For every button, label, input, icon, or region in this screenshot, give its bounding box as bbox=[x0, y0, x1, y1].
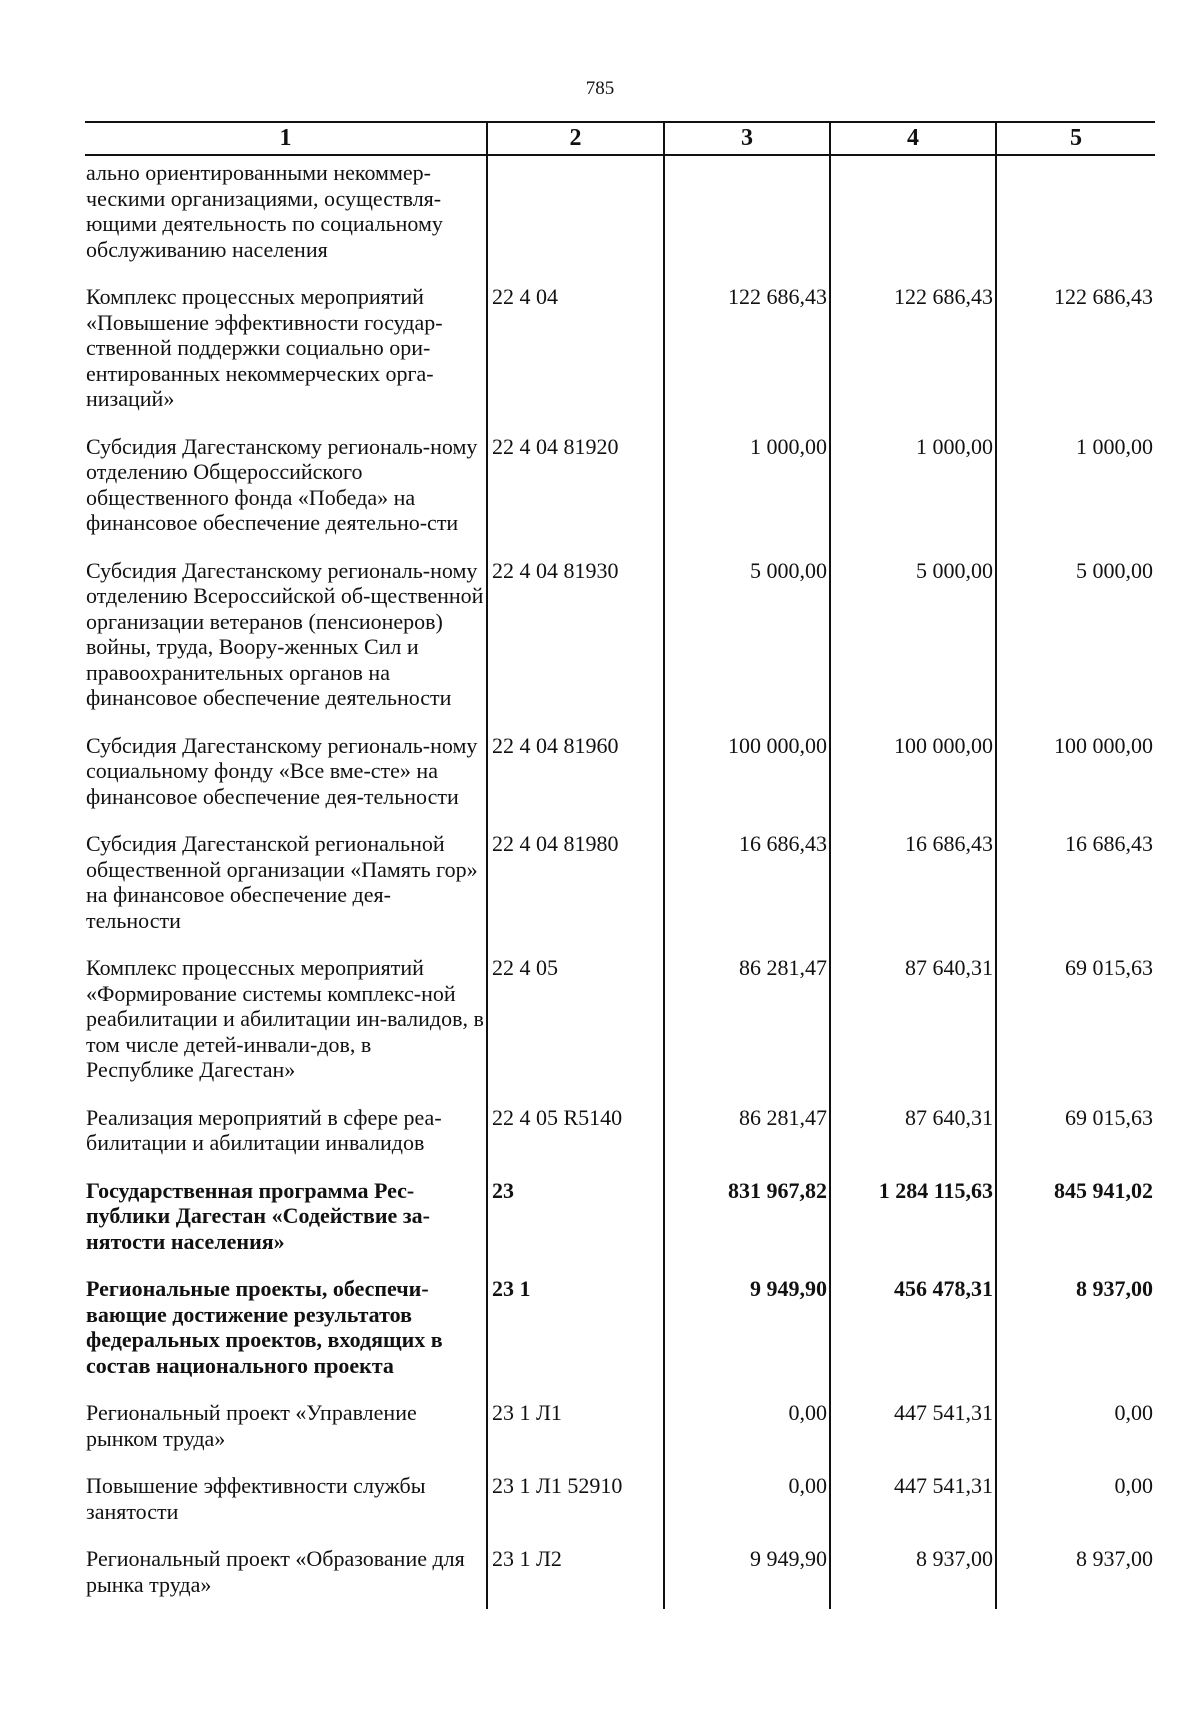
table-row bbox=[85, 155, 1155, 284]
row-value-col5: 69 015,63 bbox=[996, 1105, 1155, 1178]
row-value-col5: 100 000,00 bbox=[996, 733, 1155, 832]
row-name-cell: Комплекс процессных мероприятий «Повышение эффективности государ-ственной поддержки социально ори-ентированных некоммерческих орга-низаций» bbox=[86, 284, 443, 411]
row-value-col4: 5 000,00 bbox=[830, 558, 996, 733]
table-row bbox=[85, 558, 1155, 733]
table-row bbox=[85, 1473, 1155, 1546]
row-name-cell: Субсидия Дагестанскому региональ-ному отделению Общероссийского общественного фонда «Победа» на финансовое обеспечение деятельно-сти bbox=[86, 433, 478, 535]
row-value-col5: 845 941,02 bbox=[996, 1178, 1155, 1277]
table-row bbox=[85, 831, 1155, 955]
row-value-col3: 5 000,00 bbox=[664, 558, 830, 733]
row-value-col4: 1 284 115,63 bbox=[830, 1178, 996, 1277]
table-row bbox=[85, 1105, 1155, 1178]
row-code-cell: 22 4 05 R5140 bbox=[487, 1105, 664, 1178]
table-body bbox=[85, 155, 1155, 1609]
table-row bbox=[85, 955, 1155, 1105]
row-value-col3: 9 949,90 bbox=[664, 1276, 830, 1400]
row-name-cell: Субсидия Дагестанскому региональ-ному социальному фонду «Все вме-сте» на финансовое обеспечение дея-тельности bbox=[86, 732, 478, 809]
row-value-col5 bbox=[996, 155, 1155, 284]
row-value-col3: 0,00 bbox=[664, 1400, 830, 1473]
row-name-cell: Реализация мероприятий в сфере реа-билитации и абилитации инвалидов bbox=[86, 1104, 442, 1155]
row-value-col3: 86 281,47 bbox=[664, 1105, 830, 1178]
row-value-col4: 100 000,00 bbox=[830, 733, 996, 832]
budget-table bbox=[85, 121, 1155, 1609]
column-header-2: 2 bbox=[487, 122, 664, 155]
row-code-cell: 23 bbox=[487, 1178, 664, 1277]
row-value-col5: 69 015,63 bbox=[996, 955, 1155, 1105]
table-row bbox=[85, 1276, 1155, 1400]
row-value-col3: 9 949,90 bbox=[664, 1546, 830, 1609]
row-value-col5: 1 000,00 bbox=[996, 434, 1155, 558]
row-value-col3: 1 000,00 bbox=[664, 434, 830, 558]
row-code-cell: 22 4 05 bbox=[487, 955, 664, 1105]
column-header-5: 5 bbox=[996, 122, 1155, 155]
column-header-4: 4 bbox=[830, 122, 996, 155]
row-value-col4: 447 541,31 bbox=[830, 1473, 996, 1546]
row-code-cell: 22 4 04 81980 bbox=[487, 831, 664, 955]
column-header-3: 3 bbox=[664, 122, 830, 155]
row-code-cell: 22 4 04 bbox=[487, 284, 664, 434]
row-value-col5: 0,00 bbox=[996, 1400, 1155, 1473]
row-code-cell bbox=[487, 155, 664, 284]
row-value-col3: 16 686,43 bbox=[664, 831, 830, 955]
table-row bbox=[85, 434, 1155, 558]
row-value-col4: 87 640,31 bbox=[830, 1105, 996, 1178]
row-value-col5: 122 686,43 bbox=[996, 284, 1155, 434]
row-code-cell: 22 4 04 81920 bbox=[487, 434, 664, 558]
row-value-col3: 831 967,82 bbox=[664, 1178, 830, 1277]
row-value-col4: 87 640,31 bbox=[830, 955, 996, 1105]
row-value-col5: 16 686,43 bbox=[996, 831, 1155, 955]
row-name-cell: ально ориентированными некоммер-ческими организациями, осуществля-ющими деятельность по социальному обслуживанию населения bbox=[86, 160, 443, 262]
row-name-cell: Региональный проект «Управление рынком труда» bbox=[86, 1400, 417, 1451]
row-value-col4: 8 937,00 bbox=[830, 1546, 996, 1609]
row-value-col5: 0,00 bbox=[996, 1473, 1155, 1546]
row-value-col4: 122 686,43 bbox=[830, 284, 996, 434]
row-name-cell: Государственная программа Рес-публики Дагестан «Содействие за-нятости населения» bbox=[86, 1177, 430, 1254]
row-value-col3 bbox=[664, 155, 830, 284]
row-name-cell: Региональные проекты, обеспечи-вающие достижение результатов федеральных проектов, входящих в состав национального проекта bbox=[86, 1276, 443, 1378]
table-row bbox=[85, 1178, 1155, 1277]
row-value-col4: 447 541,31 bbox=[830, 1400, 996, 1473]
table-row bbox=[85, 1546, 1155, 1609]
row-value-col3: 100 000,00 bbox=[664, 733, 830, 832]
table-row bbox=[85, 284, 1155, 434]
row-code-cell: 23 1 bbox=[487, 1276, 664, 1400]
row-code-cell: 22 4 04 81960 bbox=[487, 733, 664, 832]
row-value-col4: 1 000,00 bbox=[830, 434, 996, 558]
table-header bbox=[85, 122, 1155, 155]
row-value-col3: 86 281,47 bbox=[664, 955, 830, 1105]
row-value-col4 bbox=[830, 155, 996, 284]
row-name-cell: Региональный проект «Образование для рынка труда» bbox=[86, 1546, 465, 1597]
page-number: 785 bbox=[585, 78, 615, 99]
table-row bbox=[85, 733, 1155, 832]
row-code-cell: 22 4 04 81930 bbox=[487, 558, 664, 733]
row-value-col5: 5 000,00 bbox=[996, 558, 1155, 733]
row-name-cell: Субсидия Дагестанскому региональ-ному отделению Всероссийской об-щественной организации ветеранов (пенсионеров) войны, труда, Воору-женных Сил и правоохранительных органов на финансовое обеспечение деятельности bbox=[86, 557, 484, 710]
row-name-cell: Комплекс процессных мероприятий «Формирование системы комплекс-ной реабилитации и абилитации ин-валидов, в том числе детей-инвали-дов, в Республике Дагестан» bbox=[86, 955, 484, 1082]
row-code-cell: 23 1 Л2 bbox=[487, 1546, 664, 1609]
column-header-1: 1 bbox=[85, 122, 487, 155]
row-value-col5: 8 937,00 bbox=[996, 1546, 1155, 1609]
row-value-col3: 0,00 bbox=[664, 1473, 830, 1546]
row-name-cell: Повышение эффективности службы занятости bbox=[86, 1473, 426, 1524]
row-value-col5: 8 937,00 bbox=[996, 1276, 1155, 1400]
row-code-cell: 23 1 Л1 52910 bbox=[487, 1473, 664, 1546]
row-value-col4: 16 686,43 bbox=[830, 831, 996, 955]
row-value-col3: 122 686,43 bbox=[664, 284, 830, 434]
row-value-col4: 456 478,31 bbox=[830, 1276, 996, 1400]
budget-table-container bbox=[85, 121, 1155, 1597]
table-row bbox=[85, 1400, 1155, 1473]
row-name-cell: Субсидия Дагестанской региональной общественной организации «Память гор» на финансовое обеспечение дея-тельности bbox=[86, 831, 478, 933]
row-code-cell: 23 1 Л1 bbox=[487, 1400, 664, 1473]
